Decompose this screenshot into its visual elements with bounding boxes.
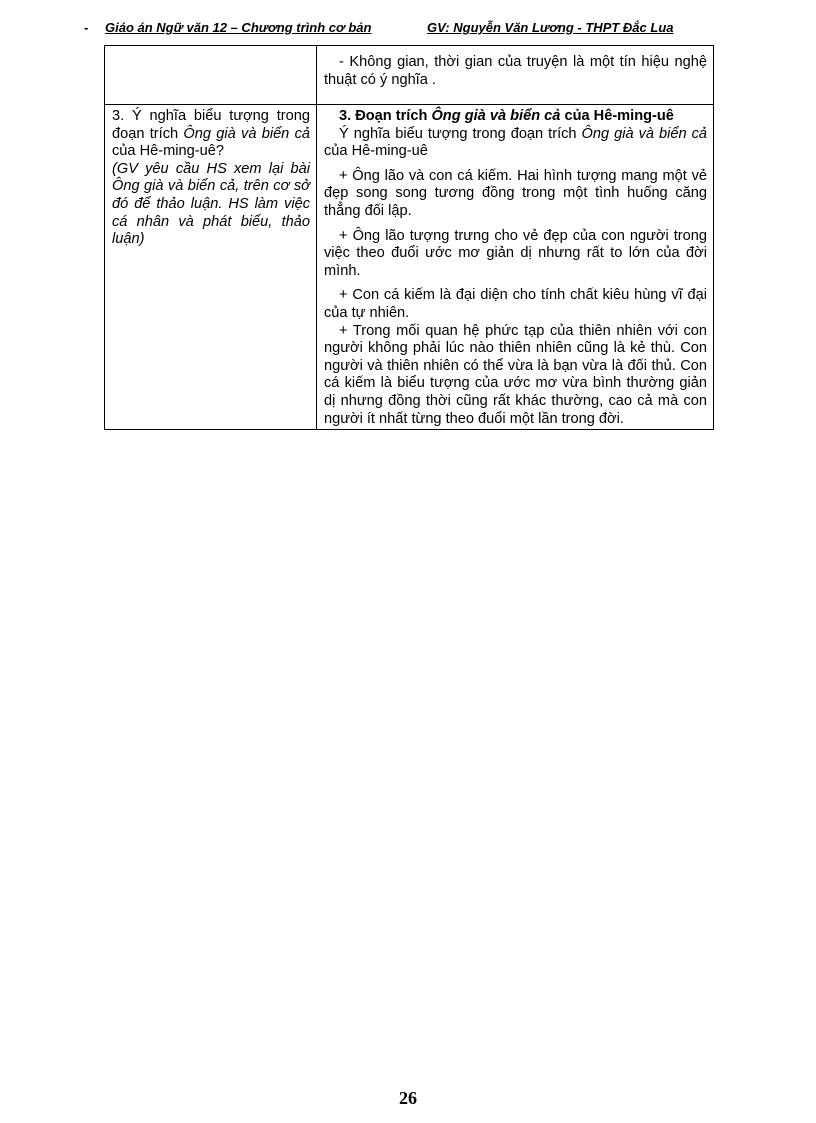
section-intro: Ý nghĩa biểu tượng trong đoạn trích Ông già và biển cả của Hê-ming-uê [324,125,707,160]
row2-left-cell [105,105,317,430]
point-3: + Con cá kiếm là đại diện cho tính chất kiêu hùng vĩ đại của tự nhiên. [324,287,707,321]
row1-right-cell [317,46,714,105]
page-header [84,20,704,38]
header-course-title: Giáo án Ngữ văn 12 – Chương trình cơ bản [105,20,372,35]
table-row [105,46,714,105]
header-teacher-school: GV: Nguyễn Văn Lương - THPT Đắc Lua [427,20,674,35]
point-1: + Ông lão và con cá kiếm. Hai hình tượng mang một vẻ đẹp song song tương đồng trong một tình huống căng thẳng đối lập. [324,167,707,219]
row2-right-cell [317,105,714,430]
section-heading: 3. Đoạn trích Ông già và biển cả của Hê-ming-uê [339,108,674,124]
space-time-note: - Không gian, thời gian của truyện là một tín hiệu nghệ thuật có ý nghĩa . [324,54,707,88]
header-dash: - [84,20,89,35]
point-4: + Trong mối quan hệ phức tạp của thiên nhiên với con người không phải lúc nào thiên nhiên cũng là kẻ thù. Con người và thiên nhiên có thể vừa là bạn vừa là đối thủ. Con cá kiếm là biểu tượng của ước mơ vừa bình thường giản dị nhưng đồng thời cũng rất khác thường, cao cả mà con người ít nhất từng theo đuổi một lần trong đời. [324,322,707,427]
lesson-table [104,45,714,430]
page-number: 26 [399,1088,417,1108]
question-text: 3. Ý nghĩa biểu tượng trong đoạn trích Ông già và biển cả của Hê-ming-uê? [112,108,310,160]
teacher-instruction: (GV yêu cầu HS xem lại bài Ông già và biển cả, trên cơ sở đó để thảo luận. HS làm việc cá nhân và phát biểu, thảo luận) [112,160,310,248]
table-row [105,105,714,430]
row1-left-cell [105,46,317,105]
point-2: + Ông lão tượng trưng cho vẻ đẹp của con người trong việc theo đuổi ước mơ giản dị nhưng rất to lớn của đời mình. [324,227,707,279]
